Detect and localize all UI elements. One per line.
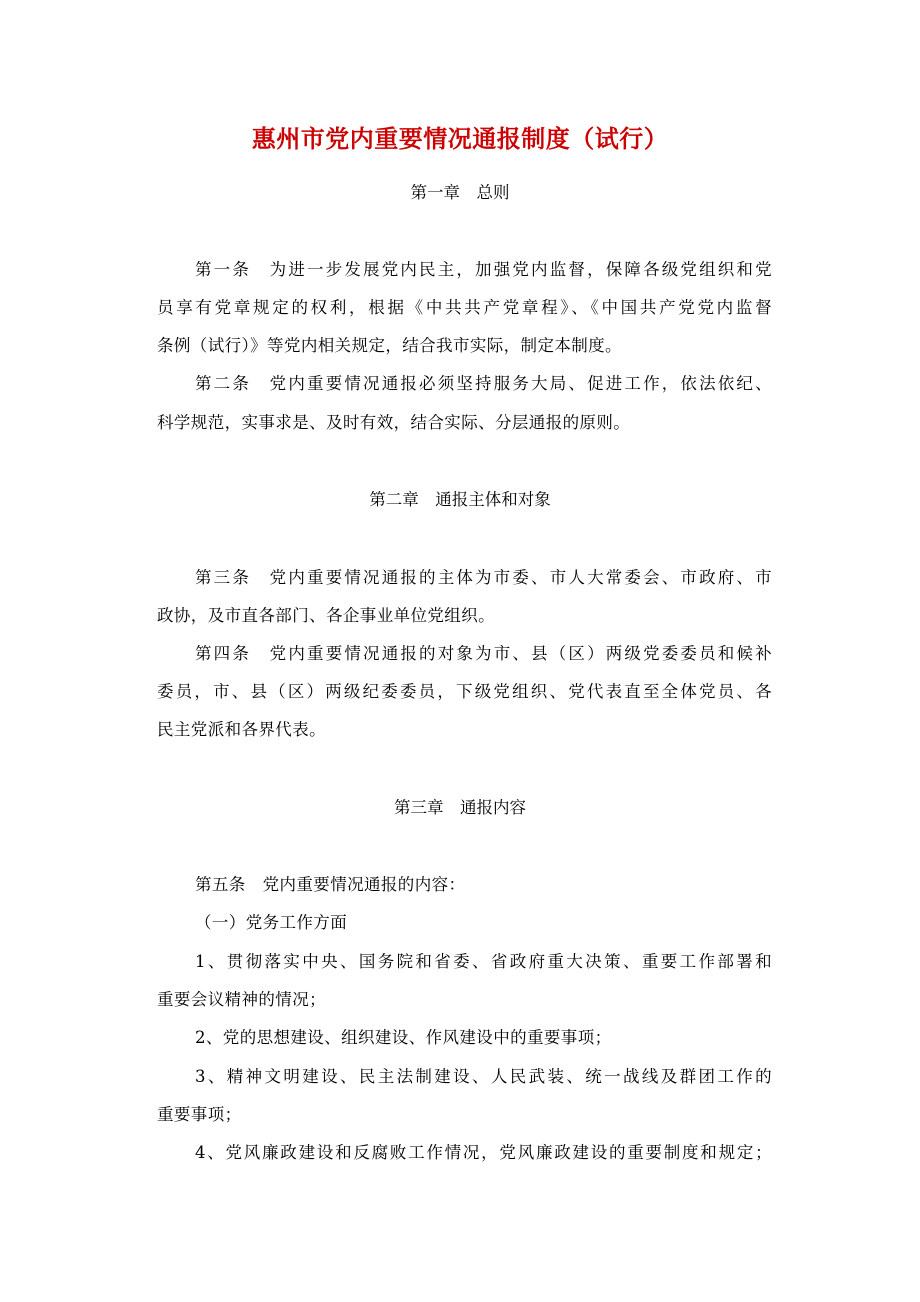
article-5-line-1: 第五条 党内重要情况通报的内容：	[195, 875, 466, 894]
item-4-line-1: 4、党风廉政建设和反腐败工作情况，党风廉政建设的重要制度和规定；	[195, 1143, 772, 1162]
article-3-line-2: 政协，及市直各部门、各企事业单位党组织。	[157, 606, 495, 625]
article-1-line-2: 员享有党章规定的权利，根据《中共共产党章程》、《中国共产党党内监督	[157, 298, 772, 317]
article-1-line-3: 条例（试行）》等党内相关规定，结合我市实际，制定本制度。	[157, 336, 622, 355]
item-1-line-2: 重要会议精神的情况；	[157, 990, 326, 1009]
chapter-heading-2: 第二章 通报主体和对象	[369, 490, 551, 509]
item-2-line-1: 2、党的思想建设、组织建设、作风建设中的重要事项；	[195, 1028, 612, 1047]
item-3-line-2: 重要事项；	[157, 1105, 242, 1124]
chapter-heading-1: 第一章 总则	[410, 183, 510, 202]
item-3-line-1: 3、精神文明建设、民主法制建设、人民武装、统一战线及群团工作的	[195, 1067, 772, 1086]
article-2-line-2: 科学规范，实事求是、及时有效，结合实际、分层通报的原则。	[157, 413, 631, 432]
article-4-line-1: 第四条 党内重要情况通报的对象为市、县（区）两级党委委员和候补	[195, 644, 772, 663]
article-2-line-1: 第二条 党内重要情况通报必须坚持服务大局、促进工作，依法依纪、	[195, 374, 772, 393]
chapter-heading-3: 第三章 通报内容	[394, 798, 526, 817]
article-1-line-1: 第一条 为进一步发展党内民主，加强党内监督，保障各级党组织和党	[195, 260, 772, 279]
item-1-line-1: 1、贯彻落实中央、国务院和省委、省政府重大决策、重要工作部署和	[195, 952, 772, 971]
document-title: 惠州市党内重要情况通报制度（试行）	[251, 125, 669, 153]
article-4-line-2: 委员，市、县（区）两级纪委委员，下级党组织、党代表直至全体党员、各	[157, 682, 772, 701]
section-heading-party-affairs: （一）党务工作方面	[195, 913, 348, 932]
article-3-line-1: 第三条 党内重要情况通报的主体为市委、市人大常委会、市政府、市	[195, 568, 772, 587]
article-4-line-3: 民主党派和各界代表。	[157, 720, 326, 739]
